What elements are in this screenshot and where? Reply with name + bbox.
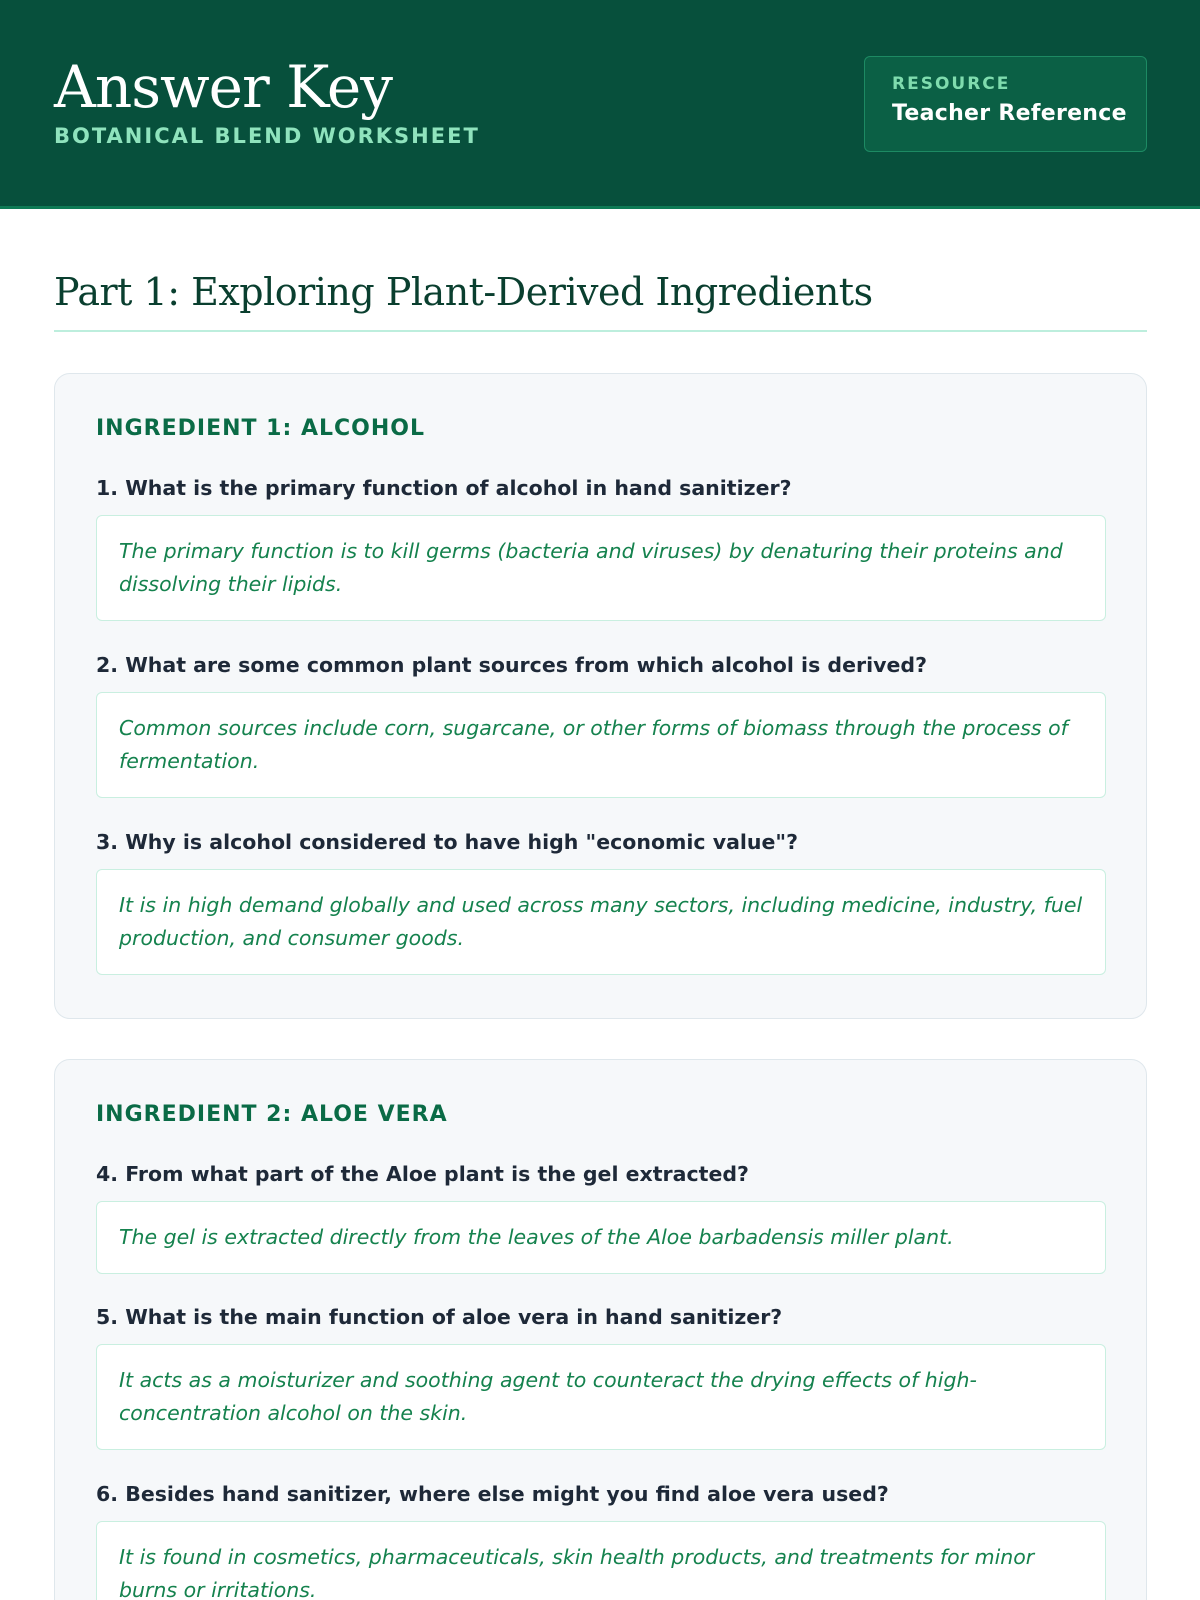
- answer-box: It is in high demand globally and used across many sectors, including medicine, industry, fuel production, and consumer goods.: [96, 869, 1106, 975]
- question: 6. Besides hand sanitizer, where else might you find aloe vera used?: [96, 1482, 889, 1506]
- answer-box: The primary function is to kill germs (bacteria and viruses) by denaturing their proteins and dissolving their lipids.: [96, 515, 1106, 621]
- answer-box: It acts as a moisturizer and soothing agent to counteract the drying effects of high-concentration alcohol on the skin.: [96, 1344, 1106, 1450]
- badge-value: Teacher Reference: [892, 101, 1127, 126]
- section-title: Part 1: Exploring Plant-Derived Ingredients: [54, 270, 873, 314]
- question: 1. What is the primary function of alcohol in hand sanitizer?: [96, 476, 792, 500]
- question: 2. What are some common plant sources from which alcohol is derived?: [96, 653, 927, 677]
- ingredient-card-alcohol: [54, 373, 1147, 1019]
- question: 5. What is the main function of aloe vera in hand sanitizer?: [96, 1305, 783, 1329]
- page-header: [0, 0, 1200, 209]
- badge-label: RESOURCE: [892, 74, 1011, 94]
- answer-box: The gel is extracted directly from the leaves of the Aloe barbadensis miller plant.: [96, 1201, 1106, 1274]
- answer-box: Common sources include corn, sugarcane, or other forms of biomass through the process of fermentation.: [96, 692, 1106, 798]
- page-subtitle: BOTANICAL BLEND WORKSHEET: [54, 124, 480, 148]
- card-heading: INGREDIENT 1: ALCOHOL: [96, 416, 425, 441]
- answer-box: It is found in cosmetics, pharmaceuticals, skin health products, and treatments for minor burns or irritations.: [96, 1521, 1106, 1600]
- resource-badge: [864, 56, 1147, 152]
- section-divider: [54, 330, 1147, 332]
- ingredient-card-aloe-vera: [54, 1059, 1147, 1600]
- page-title: Answer Key: [54, 53, 392, 121]
- question: 3. Why is alcohol considered to have high "economic value"?: [96, 830, 799, 854]
- card-heading: INGREDIENT 2: ALOE VERA: [96, 1102, 448, 1127]
- question: 4. From what part of the Aloe plant is the gel extracted?: [96, 1162, 749, 1186]
